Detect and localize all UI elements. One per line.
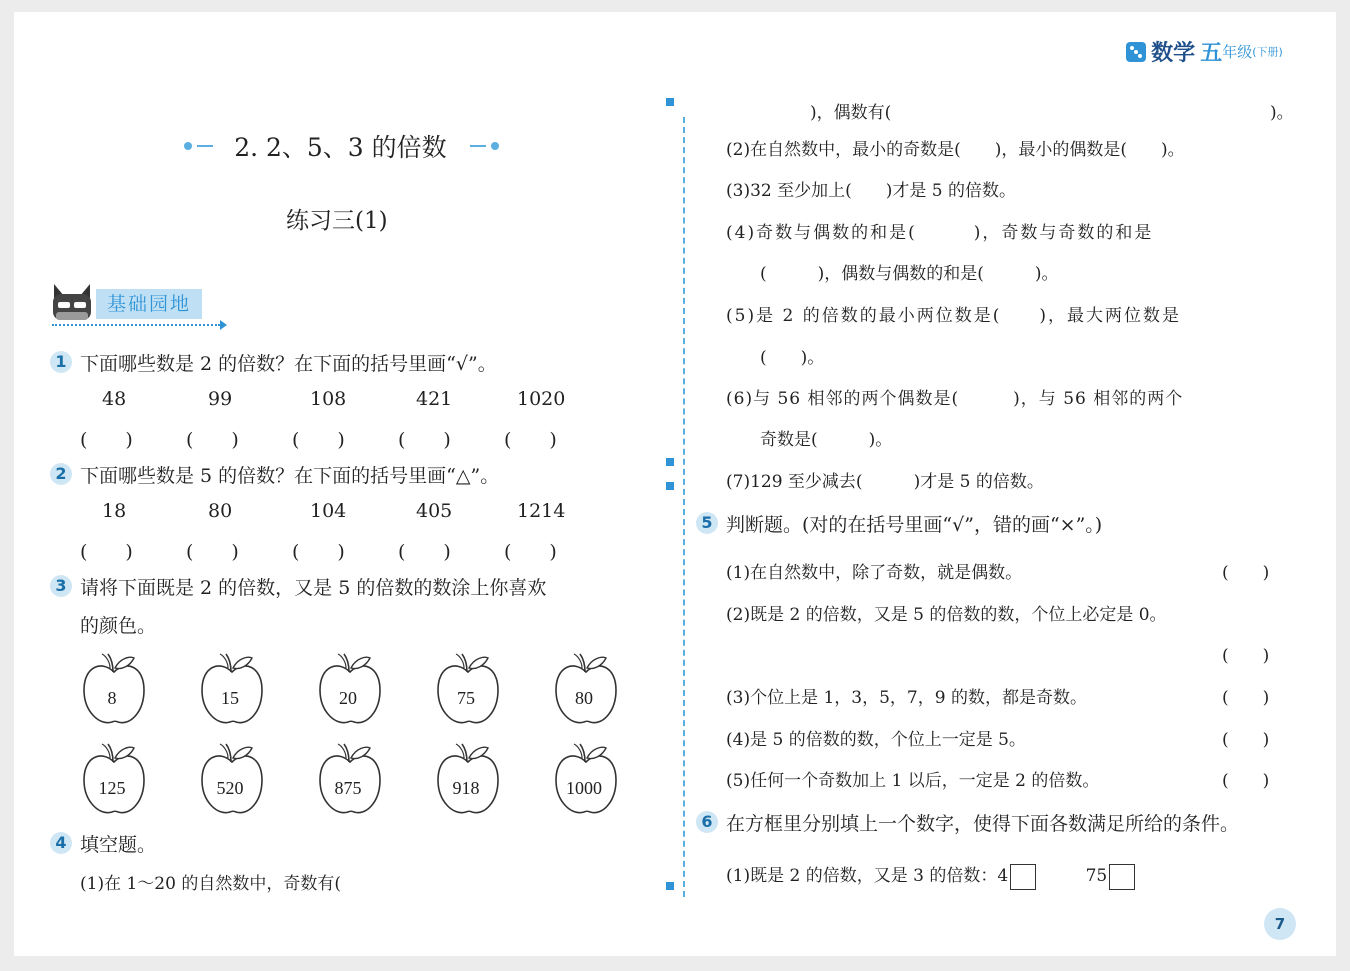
q2-number: 104 (310, 500, 347, 522)
question-4-title: 填空题。 (80, 834, 157, 856)
apple-number[interactable] (434, 650, 506, 730)
apple-label: 80 (575, 688, 593, 708)
apple-label: 15 (221, 688, 239, 708)
q2-number: 80 (208, 500, 233, 522)
apple-number[interactable] (80, 740, 152, 820)
question-1-text: 下面哪些数是 2 的倍数？在下面的括号里画“√”。 (80, 353, 497, 375)
q5-item: (2)既是 2 的倍数，又是 5 的倍数的数，个位上必定是 0。 (726, 605, 1167, 625)
answer-paren[interactable]: ( ) (504, 541, 557, 563)
answer-paren[interactable]: ( ) (1222, 563, 1270, 583)
apple-label: 520 (216, 778, 244, 798)
answer-paren[interactable]: ( ) (186, 541, 239, 563)
question-6-title: 在方框里分别填上一个数字，使得下面各数满足所给的条件。 (726, 813, 1240, 835)
q5-item: (3)个位上是 1，3，5，7，9 的数，都是奇数。 (726, 688, 1087, 708)
apple-number[interactable] (80, 650, 152, 730)
q5-item: (1)在自然数中，除了奇数，就是偶数。 (726, 563, 1023, 583)
q4-item-4b: ( )，偶数与偶数的和是( )。 (760, 264, 1059, 284)
apple-label: 20 (339, 688, 357, 708)
q6-item-1 (726, 861, 1135, 890)
apple-label: 75 (457, 688, 475, 708)
divider-marker (666, 482, 674, 490)
title-deco-right (491, 142, 499, 150)
apple-number[interactable] (552, 740, 624, 820)
page (14, 12, 1336, 956)
apple-number[interactable] (198, 740, 270, 820)
question-6-badge: 6 (696, 811, 718, 833)
apple-number[interactable] (316, 740, 388, 820)
question-3-text-line1: 请将下面既是 2 的倍数，又是 5 的倍数的数涂上你喜欢 (80, 577, 547, 599)
question-4-badge: 4 (50, 832, 72, 854)
q4-item-1-cont-b: )。 (1270, 103, 1294, 123)
apple-label: 875 (334, 778, 362, 798)
q5-item: (4)是 5 的倍数的数，个位上一定是 5。 (726, 730, 1026, 750)
q4-item-7: (7)129 至少减去( )才是 5 的倍数。 (726, 472, 1044, 492)
section-title-row (184, 128, 499, 164)
q1-number: 108 (310, 388, 347, 410)
q4-item-3: (3)32 至少加上( )才是 5 的倍数。 (726, 181, 1017, 201)
q5-item: (5)任何一个奇数加上 1 以后，一定是 2 的倍数。 (726, 771, 1100, 791)
digit-box[interactable] (1010, 864, 1036, 890)
answer-paren[interactable]: ( ) (292, 429, 345, 451)
question-5-badge: 5 (696, 512, 718, 534)
answer-paren[interactable]: ( ) (1222, 688, 1270, 708)
exercise-title: 练习三(1) (286, 208, 388, 234)
section-banner (50, 280, 230, 330)
section-title: 2. 2、5、3 的倍数 (234, 133, 447, 162)
question-3-badge: 3 (50, 575, 72, 597)
answer-paren[interactable]: ( ) (80, 429, 133, 451)
apple-number[interactable] (198, 650, 270, 730)
apple-label: 1000 (566, 778, 602, 798)
title-deco-left (184, 142, 192, 150)
q2-number: 405 (416, 500, 453, 522)
question-2-text: 下面哪些数是 5 的倍数？在下面的括号里画“△”。 (80, 465, 500, 487)
volume-label: (下册) (1252, 45, 1283, 59)
answer-paren[interactable]: ( ) (398, 541, 451, 563)
question-1-badge: 1 (50, 351, 72, 373)
banner-dotted-line (52, 324, 220, 326)
divider-marker (666, 882, 674, 890)
answer-paren[interactable]: ( ) (1222, 646, 1270, 666)
apple-number[interactable] (434, 740, 506, 820)
question-3-text-line2: 的颜色。 (80, 615, 157, 637)
divider-marker (666, 458, 674, 466)
q2-number: 18 (102, 500, 127, 522)
divider-marker (666, 98, 674, 106)
apple-label: 8 (107, 688, 117, 708)
page-number: 7 (1264, 908, 1296, 940)
q1-number: 421 (416, 388, 453, 410)
answer-paren[interactable]: ( ) (292, 541, 345, 563)
q1-number: 48 (102, 388, 127, 410)
answer-paren[interactable]: ( ) (1222, 771, 1270, 791)
apple-label: 918 (452, 778, 480, 798)
q1-number: 99 (208, 388, 233, 410)
question-5-title: 判断题。(对的在括号里画“√”，错的画“×”。) (726, 514, 1103, 536)
title-deco-line-right (470, 145, 486, 147)
apple-number[interactable] (316, 650, 388, 730)
answer-paren[interactable]: ( ) (504, 429, 557, 451)
question-2-badge: 2 (50, 463, 72, 485)
dice-icon (1126, 42, 1146, 62)
digit-box[interactable] (1109, 864, 1135, 890)
answer-paren[interactable]: ( ) (1222, 730, 1270, 750)
q4-item-6a: (6)与 56 相邻的两个偶数是( )，与 56 相邻的两个 (726, 389, 1184, 409)
apple-label: 125 (98, 778, 126, 798)
q4-item-5a: (5)是 2 的倍数的最小两位数是( )，最大两位数是 (726, 306, 1181, 326)
answer-paren[interactable]: ( ) (186, 429, 239, 451)
q4-item-6b: 奇数是( )。 (760, 430, 893, 450)
cat-mascot-icon (50, 280, 94, 324)
grade-suffix: 年级 (1222, 43, 1253, 61)
q4-item-4a: (4)奇数与偶数的和是( )，奇数与奇数的和是 (726, 223, 1154, 243)
q6-item-1-text: (1)既是 2 的倍数，又是 3 的倍数：4 (726, 866, 1009, 886)
grade-char: 五 (1200, 41, 1223, 66)
answer-paren[interactable]: ( ) (80, 541, 133, 563)
brand-title: 数学 (1151, 41, 1196, 66)
q6-item-1-b: 75 (1085, 866, 1108, 886)
q4-item-2: (2)在自然数中，最小的奇数是( )，最小的偶数是( )。 (726, 140, 1185, 160)
q4-item-1-cont-a: )，偶数有( (810, 103, 892, 123)
apple-number[interactable] (552, 650, 624, 730)
banner-arrow-icon (220, 320, 227, 330)
q1-number: 1020 (517, 388, 566, 410)
q4-item-5b: ( )。 (760, 348, 825, 368)
title-deco-line-left (197, 145, 213, 147)
page-divider (683, 117, 685, 897)
banner-label: 基础园地 (96, 289, 202, 319)
header-brand (1126, 36, 1283, 67)
q4-item-1: (1)在 1～20 的自然数中，奇数有( (80, 874, 341, 894)
answer-paren[interactable]: ( ) (398, 429, 451, 451)
q2-number: 1214 (517, 500, 566, 522)
